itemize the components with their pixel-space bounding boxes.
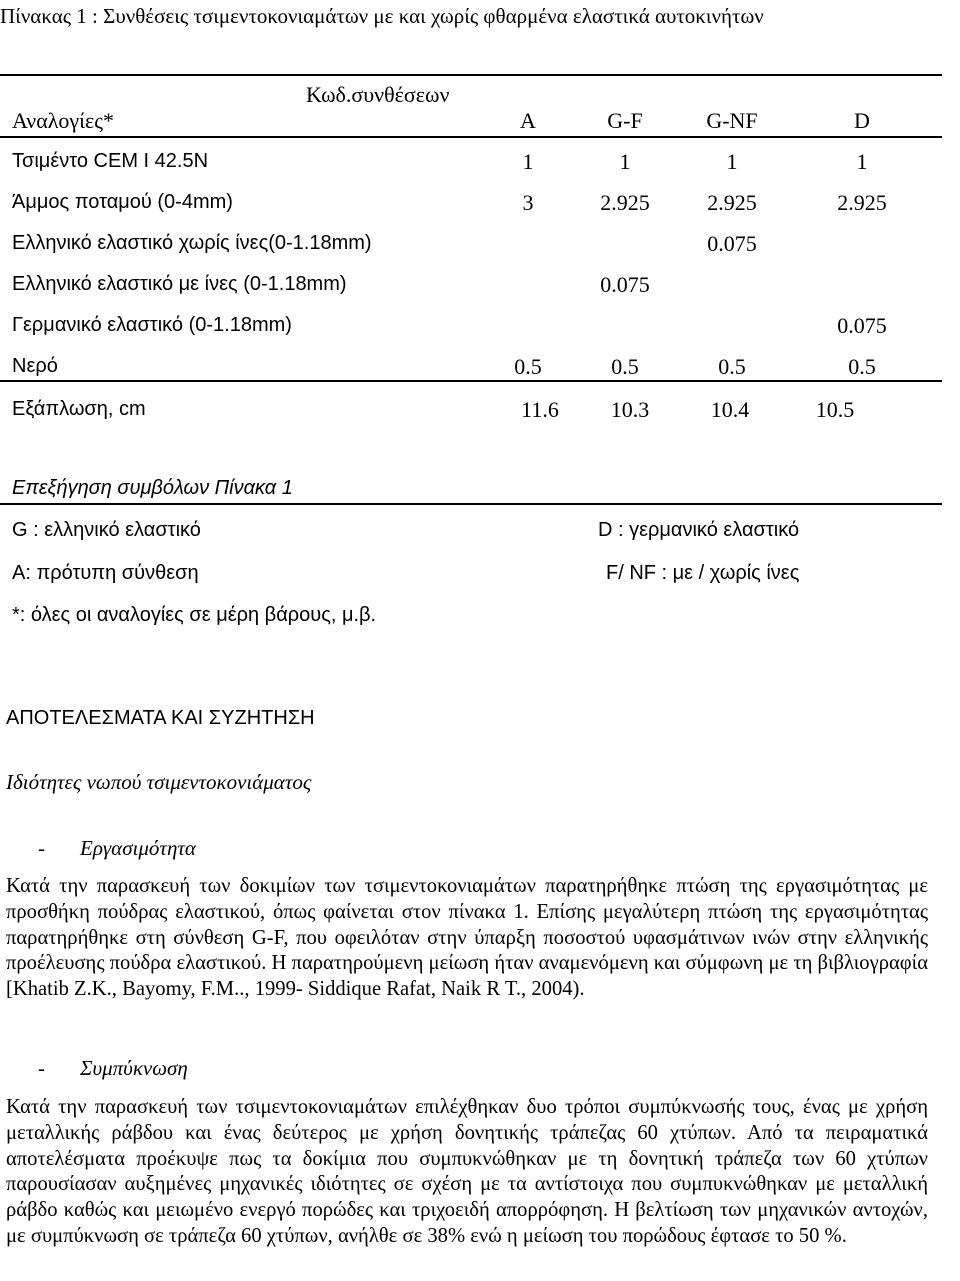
legend-rule <box>0 503 942 505</box>
row-label-flow: Εξάπλωση, cm <box>12 398 146 420</box>
row-label-sand: Άμμος ποταμού (0-4mm) <box>12 191 233 213</box>
column-header-d: D <box>854 108 870 133</box>
table-cell: 2.925 <box>600 190 650 215</box>
legend-g: G : ελληνικό ελαστικό <box>12 519 201 541</box>
table-cell: 1 <box>726 149 738 174</box>
table-cell: 2.925 <box>837 190 887 215</box>
results-heading: ΑΠΟΤΕΛΕΣΜΑΤΑ ΚΑΙ ΣΥΖΗΤΗΣΗ <box>6 707 315 729</box>
table-header-rule <box>0 136 942 138</box>
table-cell: 0.5 <box>611 354 639 379</box>
results-subheading: Ιδιότητες νωπού τσιμεντοκονιάματος <box>6 770 312 794</box>
legend-note: *: όλες οι αναλογίες σε μέρη βάρους, μ.β. <box>12 604 377 626</box>
column-header-gf: G-F <box>607 108 643 133</box>
table-cell: 2.925 <box>707 190 757 215</box>
table-cell: 10.4 <box>710 397 750 422</box>
table-cell: 0.075 <box>707 231 757 256</box>
table-cell: 0.5 <box>514 354 542 379</box>
legend-title: Επεξήγηση συμβόλων Πίνακα 1 <box>12 477 293 499</box>
table-cell: 3 <box>522 190 534 215</box>
column-header-a: A <box>520 108 536 133</box>
row-label-cement: Τσιμέντο CEM I 42.5N <box>12 150 209 172</box>
table-caption: Πίνακας 1 : Συνθέσεις τσιμεντοκονιαμάτων με και χωρίς φθαρμένα ελαστικά αυτοκινήτων <box>0 4 764 28</box>
header-codes-label: Κωδ.συνθέσεων <box>306 82 450 107</box>
row-label-german-rubber: Γερμανικό ελαστικό (0-1.18mm) <box>12 314 292 336</box>
table-cell: 0.5 <box>848 354 876 379</box>
table-cell: 1 <box>856 149 868 174</box>
row-label-water: Νερό <box>12 355 58 377</box>
row-label-greek-rubber-no-fibers: Ελληνικό ελαστικό χωρίς ίνες(0-1.18mm) <box>12 232 372 254</box>
section2-paragraph: Κατά την παρασκευή των τσιμεντοκονιαμάτων επιλέχθηκαν δυο τρόποι συμπύκνωσής τους, ένας με χρήση μεταλλικής ράβδου και ένας δεύτερος με χρήση δονητικής τράπεζας 60 χτύπων. Από τα πειραματικά αποτελέσματα προέκυψε πως τα δοκίμια που συμπυκνώθηκαν με τη δονητική τράπεζα των 60 χτύπων παρουσίασαν αυξημένες μηχανικές ιδιότητες σε σχέση με τα αντίστοιχα που συμπυκνώθηκαν με μεταλλική ράβδο καθώς και μειωμένο ενεργό πορώδες και τριχοειδή απορρόφηση. Η βελτίωση των μηχανικών αντοχών, με συμπύκνωση σε τράπεζα 60 χτύπων, ανήλθε σε 38% ενώ η μείωση του πορώδους έφτασε το 50 %. <box>6 1096 928 1247</box>
legend-d: D : γερμανικό ελαστικό <box>598 519 800 541</box>
section2-dash: - <box>38 1056 45 1080</box>
legend-fnf: F/ NF : με / χωρίς ίνες <box>606 562 800 584</box>
section1-title: Εργασιμότητα <box>80 836 196 860</box>
legend-a: A: πρότυπη σύνθεση <box>12 562 199 584</box>
table-cell: 10.5 <box>815 397 855 422</box>
column-header-gnf: G-NF <box>706 108 758 133</box>
section1-dash: - <box>38 836 45 860</box>
table-top-rule <box>0 74 942 76</box>
table-cell: 0.075 <box>600 272 650 297</box>
table-cell: 0.5 <box>718 354 746 379</box>
section1-paragraph: Κατά την παρασκευή των δοκιμίων των τσιμεντοκονιαμάτων παρατηρήθηκε πτώση της εργασιμότητας με προσθήκη πούδρας ελαστικού, όπως φαίνεται στον πίνακα 1. Επίσης μεγαλύτερη πτώση της εργασιμότητας παρατηρήθηκε στη σύνθεση G-F, που οφειλόταν στην ύπαρξη ποσοστού υφασμάτινων ινών στην ελληνικής προέλευσης πούδρα ελαστικού. Η παρατηρούμενη μείωση ήταν αναμενόμενη και σύμφωνη με τη βιβλιογραφία [Khatib Z.K., Bayomy, F.M.., 1999- Siddique Rafat, Naik R T., 2004). <box>6 875 928 1001</box>
table-cell: 10.3 <box>610 397 650 422</box>
table-water-rule <box>0 380 942 382</box>
header-ratios-label: Αναλογίες* <box>12 108 114 133</box>
table-cell: 11.6 <box>521 397 559 422</box>
table-cell: 1 <box>522 149 534 174</box>
row-label-greek-rubber-fibers: Ελληνικό ελαστικό με ίνες (0-1.18mm) <box>12 273 347 295</box>
table-cell: 0.075 <box>837 313 887 338</box>
table-cell: 1 <box>619 149 631 174</box>
section2-title: Συμπύκνωση <box>80 1056 188 1080</box>
